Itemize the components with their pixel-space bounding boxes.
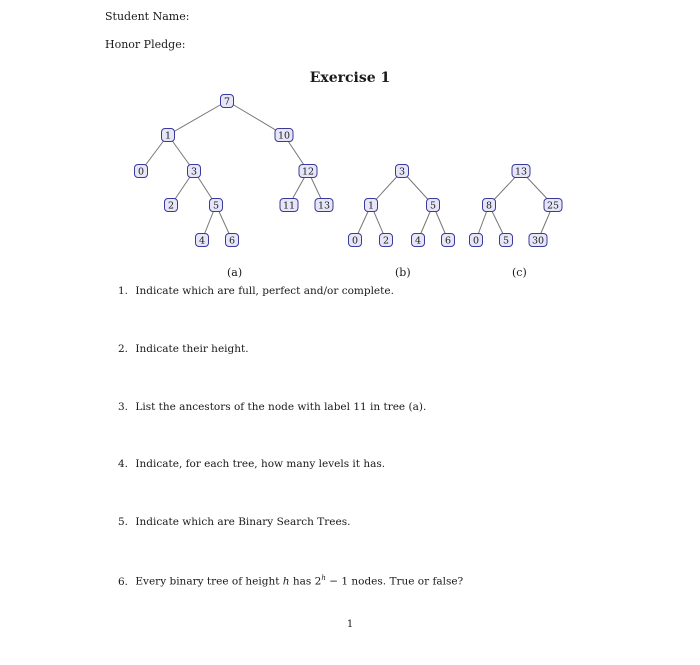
node-label: 13 <box>317 200 331 212</box>
question-text: Indicate which are Binary Search Trees. <box>135 516 351 528</box>
node-label: 7 <box>223 96 231 108</box>
math-variable-h: h <box>282 575 290 588</box>
tree-a-node-5 <box>210 199 223 212</box>
tree-b-node-6 <box>442 234 455 247</box>
node-label: 12 <box>301 166 315 178</box>
tree-a-node-13 <box>315 199 333 212</box>
tree-c-node-13 <box>512 165 530 178</box>
node-label: 1 <box>164 130 172 142</box>
tree-a-node-6 <box>226 234 239 247</box>
question-number: 1. <box>118 285 129 297</box>
tree-b-node-2 <box>380 234 393 247</box>
question-item <box>118 458 385 470</box>
caption-tree-a: (a) <box>227 266 243 279</box>
question-number: 6. <box>118 575 129 588</box>
question-text: Indicate, for each tree, how many levels it has. <box>135 458 386 470</box>
node-label: 0 <box>472 235 480 247</box>
tree-a-node-10 <box>275 129 293 142</box>
node-label: 0 <box>351 235 359 247</box>
node-label: 3 <box>190 166 198 178</box>
tree-a-node-11 <box>280 199 298 212</box>
question-text: Indicate their height. <box>135 343 249 355</box>
question-item <box>118 343 249 355</box>
question-item <box>118 516 350 528</box>
node-label: 25 <box>546 200 560 212</box>
tree-c-node-8 <box>483 199 496 212</box>
tree-a-node-3 <box>188 165 201 178</box>
student-name-label: Student Name: <box>105 10 190 23</box>
node-label: 8 <box>485 200 493 212</box>
tree-a-node-2 <box>165 199 178 212</box>
node-label: 30 <box>531 235 545 247</box>
node-label: 10 <box>277 130 291 142</box>
node-label: 5 <box>429 200 437 212</box>
question-text-pre: Every binary tree of height <box>135 575 280 588</box>
exercise-title: Exercise 1 <box>309 70 391 86</box>
question-item <box>118 574 463 588</box>
node-label: 5 <box>502 235 510 247</box>
node-label: 3 <box>398 166 406 178</box>
tree-a-node-12 <box>299 165 317 178</box>
tree-b-node-0 <box>349 234 362 247</box>
node-label: 2 <box>167 200 175 212</box>
question-item <box>118 285 394 297</box>
tree-b-node-4 <box>412 234 425 247</box>
question-item <box>118 401 426 413</box>
question-number: 3. <box>118 401 129 413</box>
question-number: 2. <box>118 343 129 355</box>
caption-tree-b: (b) <box>395 266 411 279</box>
page-number: 1 <box>346 619 354 630</box>
tree-a-node-4 <box>196 234 209 247</box>
node-label: 0 <box>137 166 145 178</box>
tree-c-node-5 <box>500 234 513 247</box>
tree-b-node-3 <box>396 165 409 178</box>
question-text-mid: has 2 <box>292 575 322 588</box>
node-label: 6 <box>444 235 452 247</box>
node-label: 2 <box>382 235 390 247</box>
tree-a-node-7 <box>221 95 234 108</box>
node-label: 5 <box>212 200 220 212</box>
node-label: 11 <box>282 200 296 212</box>
node-label: 6 <box>228 235 236 247</box>
tree-a-node-1 <box>162 129 175 142</box>
question-text: List the ancestors of the node with label 11 in tree (a). <box>135 401 427 413</box>
node-label: 4 <box>198 235 206 247</box>
node-label: 13 <box>514 166 528 178</box>
tree-c-node-0 <box>470 234 483 247</box>
question-number: 4. <box>118 458 129 470</box>
question-number: 5. <box>118 516 129 528</box>
trees-figure <box>0 0 700 265</box>
honor-pledge-label: Honor Pledge: <box>105 38 186 51</box>
node-label: 1 <box>367 200 375 212</box>
tree-b-node-1 <box>365 199 378 212</box>
tree-c-node-25 <box>544 199 562 212</box>
tree-a-edge-7-1 <box>168 101 227 135</box>
node-label: 4 <box>414 235 422 247</box>
tree-a-node-0 <box>135 165 148 178</box>
tree-b-node-5 <box>427 199 440 212</box>
question-text: Indicate which are full, perfect and/or complete. <box>135 285 394 297</box>
math-exponent-h: h <box>321 574 326 582</box>
tree-c-node-30 <box>529 234 547 247</box>
question-text-post: − 1 nodes. True or false? <box>329 575 464 588</box>
caption-tree-c: (c) <box>512 266 527 279</box>
